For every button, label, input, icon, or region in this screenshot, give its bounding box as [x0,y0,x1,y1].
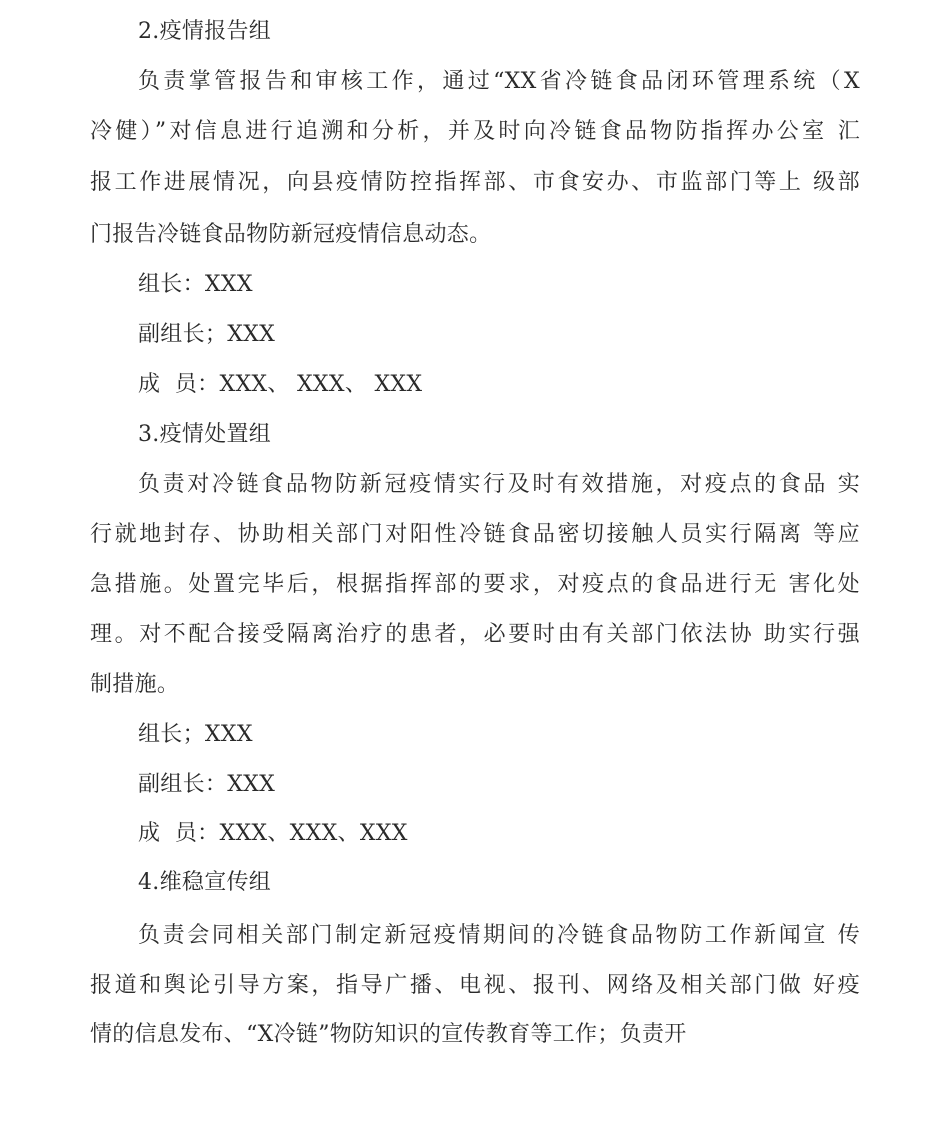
paragraph-line: 理。对不配合接受隔离治疗的患者，必要时由有关部门依法协 助实行强 [90,622,860,647]
section-heading: 3.疫情处置组 [138,422,272,447]
paragraph-line: 负责会同相关部门制定新冠疫情期间的冷链食品物防工作新闻宣 传 [138,923,860,948]
paragraph-line: 负责对冷链食品物防新冠疫情实行及时有效措施，对疫点的食品 实 [138,472,860,497]
section-heading: 2.疫情报告组 [138,19,272,44]
paragraph-line: 急措施。处置完毕后，根据指挥部的要求，对疫点的食品进行无 害化处 [90,572,860,597]
group-members: 成 员：XXX、XXX、XXX [138,821,408,846]
group-leader: 组长：XXX [138,272,253,297]
paragraph-line: 制措施。 [90,672,180,697]
section-heading: 4.维稳宣传组 [138,870,272,895]
paragraph-line: 报工作进展情况，向县疫情防控指挥部、市食安办、市监部门等上 级部 [90,170,860,195]
paragraph-line: 负责掌管报告和审核工作，通过“XX省冷链食品闭环管理系统（X [138,69,860,94]
paragraph-line: 门报告冷链食品物防新冠疫情信息动态。 [90,222,492,247]
paragraph-line: 冷健）”对信息进行追溯和分析，并及时向冷链食品物防指挥办公室 汇 [90,119,860,144]
group-deputy-leader: 副组长：XXX [138,772,276,797]
group-members: 成 员：XXX、 XXX、 XXX [138,372,423,397]
group-deputy-leader: 副组长；XXX [138,322,276,347]
group-leader: 组长；XXX [138,722,253,747]
paragraph-line: 报道和舆论引导方案，指导广播、电视、报刊、网络及相关部门做 好疫 [90,973,860,998]
paragraph-line: 行就地封存、协助相关部门对阳性冷链食品密切接触人员实行隔离 等应 [90,522,860,547]
paragraph-line: 情的信息发布、“X冷链”物防知识的宣传教育等工作；负责开 [90,1022,687,1047]
